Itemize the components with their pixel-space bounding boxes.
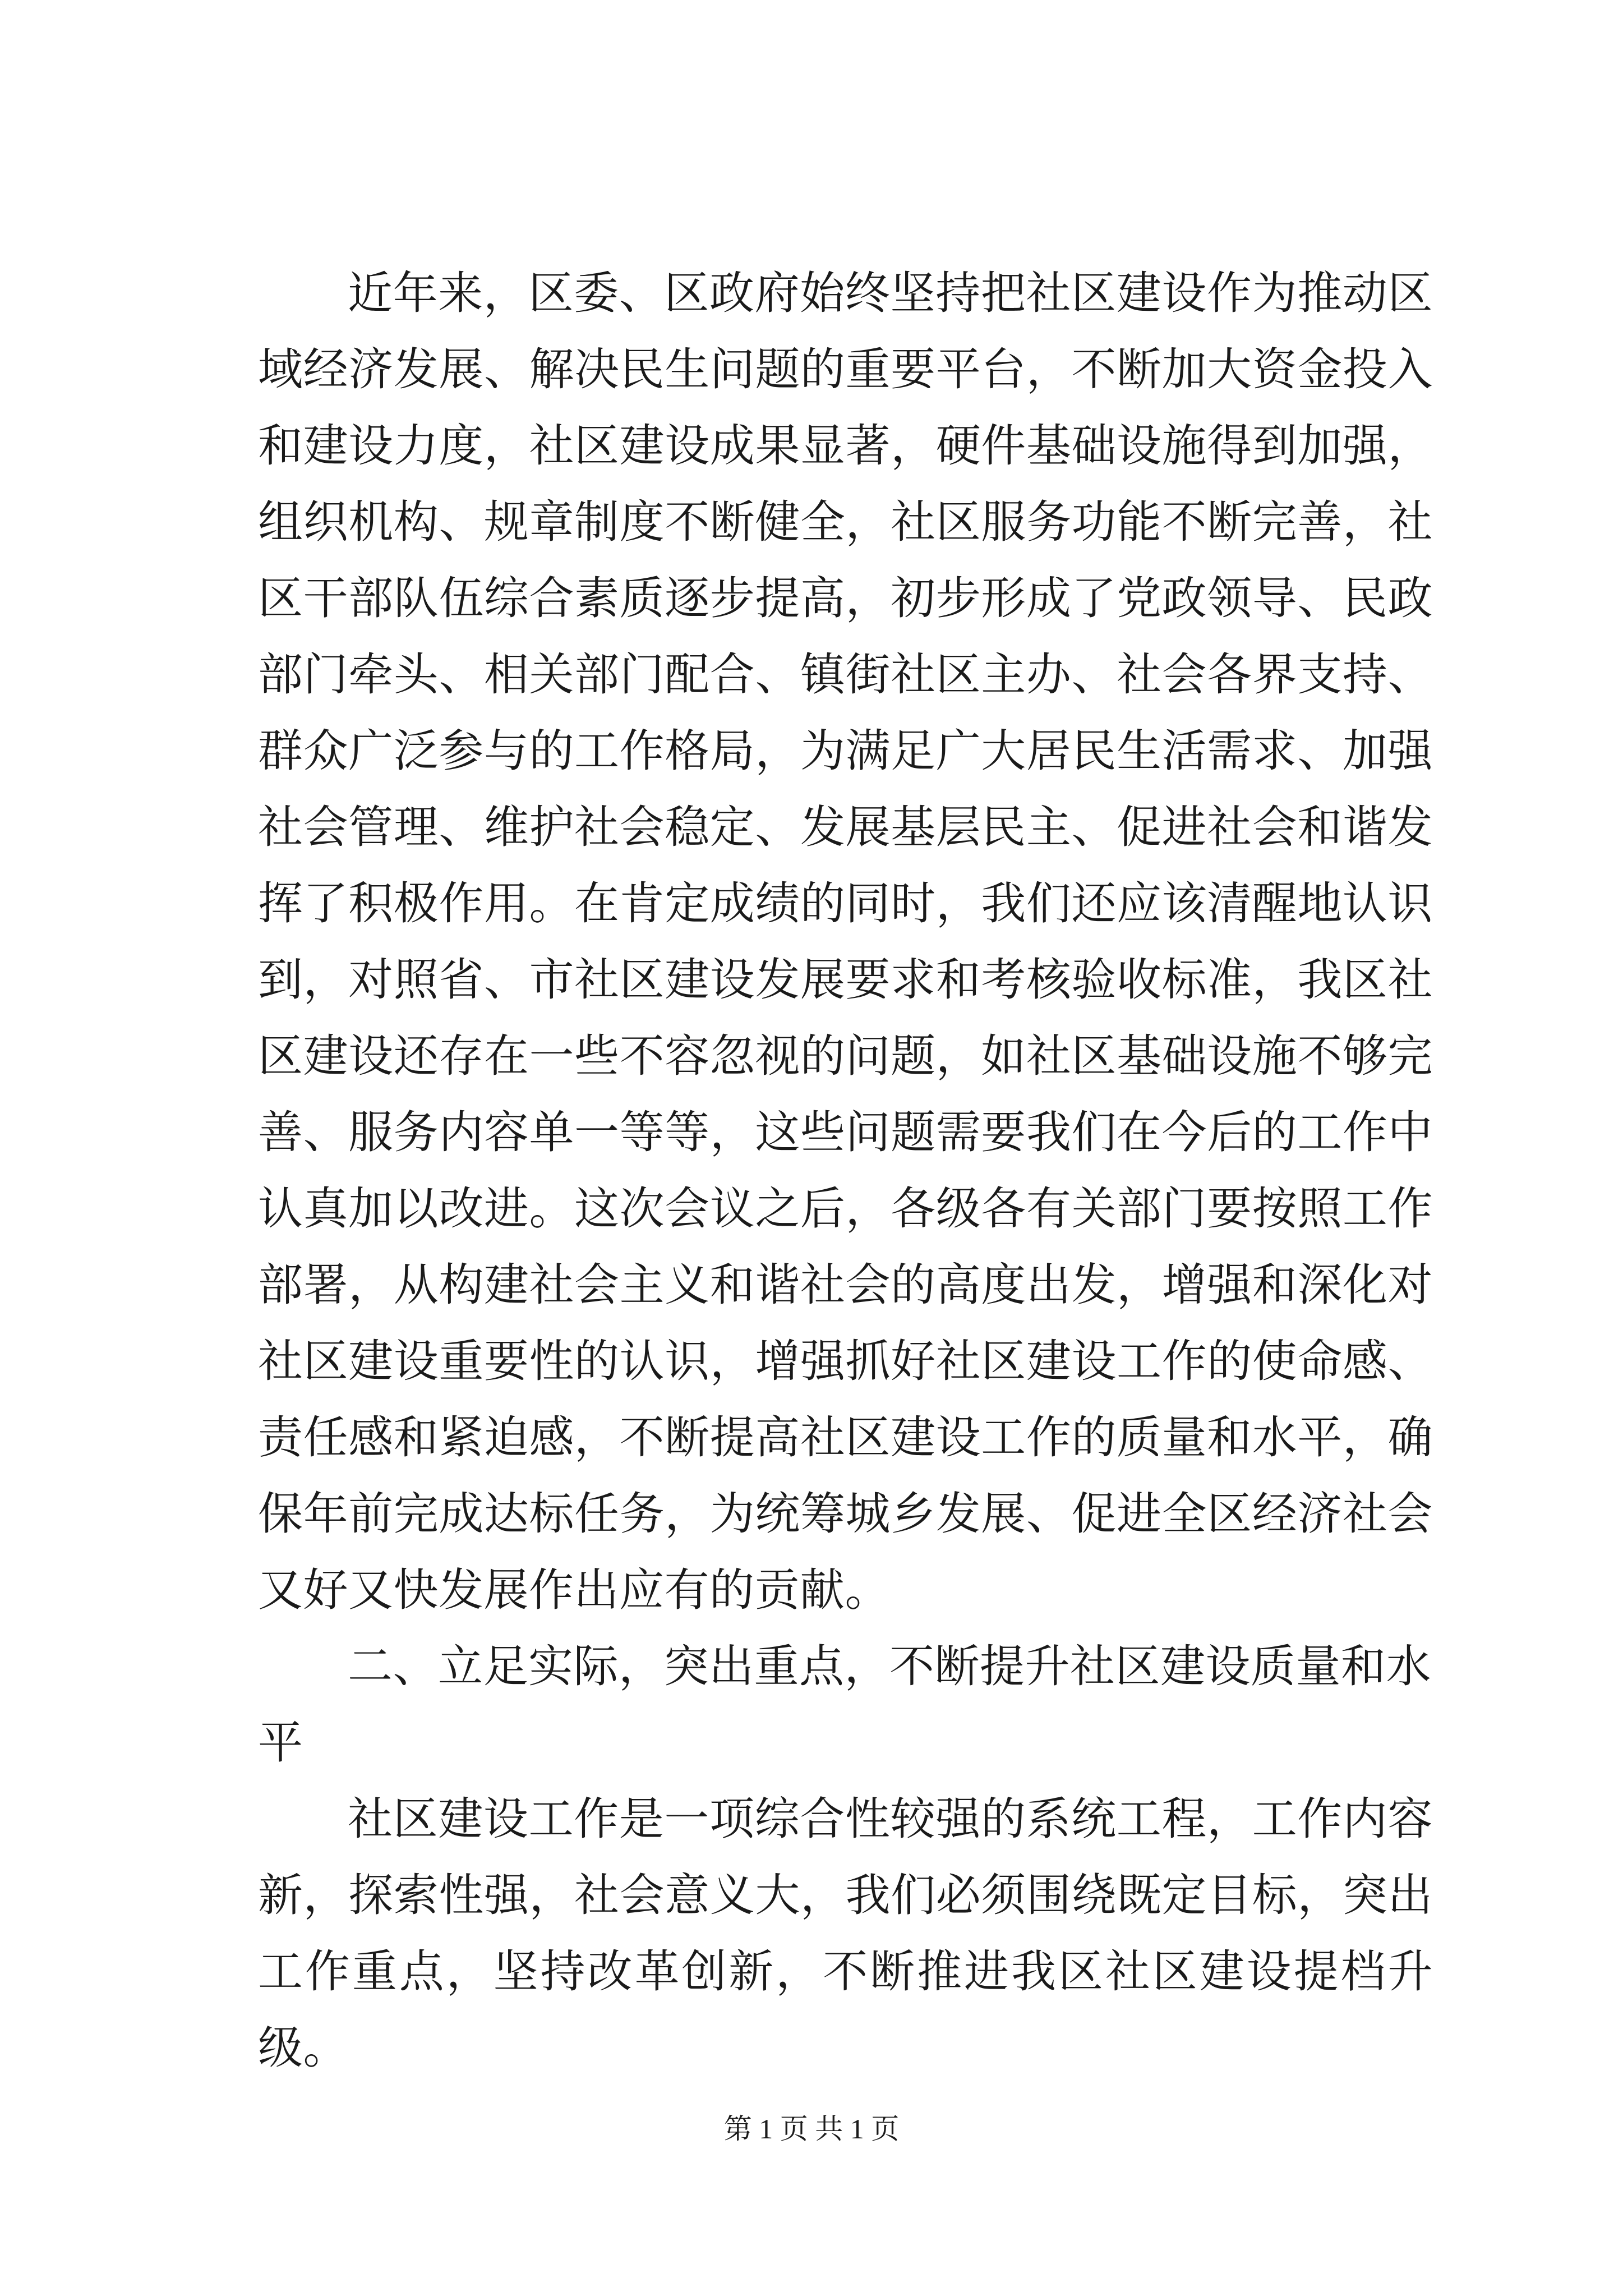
section-paragraph: 社区建设工作是一项综合性较强的系统工程，工作内容新，探索性强，社会意义大，我们必须围绕既定目标，突出工作重点，坚持改革创新，不断推进我区社区建设提档升级。: [258, 1793, 1433, 2074]
page-number-label: 第 1 页 共 1 页: [723, 2113, 900, 2145]
page-footer: [0, 2109, 1623, 2148]
section-heading: 二、立足实际，突出重点，不断提升社区建设质量和水平: [258, 1640, 1431, 1769]
body-paragraph: 近年来，区委、区政府始终坚持把社区建设作为推动区域经济发展、解决民生问题的重要平台，不断加大资金投入和建设力度，社区建设成果显著，硬件基础设施得到加强，组织机构、规章制度不断健全，社区服务功能不断完善，社区干部队伍综合素质逐步提高，初步形成了党政领导、民政部门牵头、相关部门配合、镇街社区主办、社会各界支持、群众广泛参与的工作格局，为满足广大居民生活需求、加强社会管理、维护社会稳定、发展基层民主、促进社会和谐发挥了积极作用。在肯定成绩的同时，我们还应该清醒地认识到，对照省、市社区建设发展要求和考核验收标准，我区社区建设还存在一些不容忽视的问题，如社区基础设施不够完善、服务内容单一等等，这些问题需要我们在今后的工作中认真加以改进。这次会议之后，各级各有关部门要按照工作部署，从构建社会主义和谐社会的高度出发，增强和深化对社区建设重要性的认识，增强抓好社区建设工作的使命感、责任感和紧迫感，不断提高社区建设工作的质量和水平，确保年前完成达标任务，为统筹城乡发展、促进全区经济社会又好又快发展作出应有的贡献。: [258, 267, 1433, 1616]
document-body: [258, 255, 1433, 2086]
